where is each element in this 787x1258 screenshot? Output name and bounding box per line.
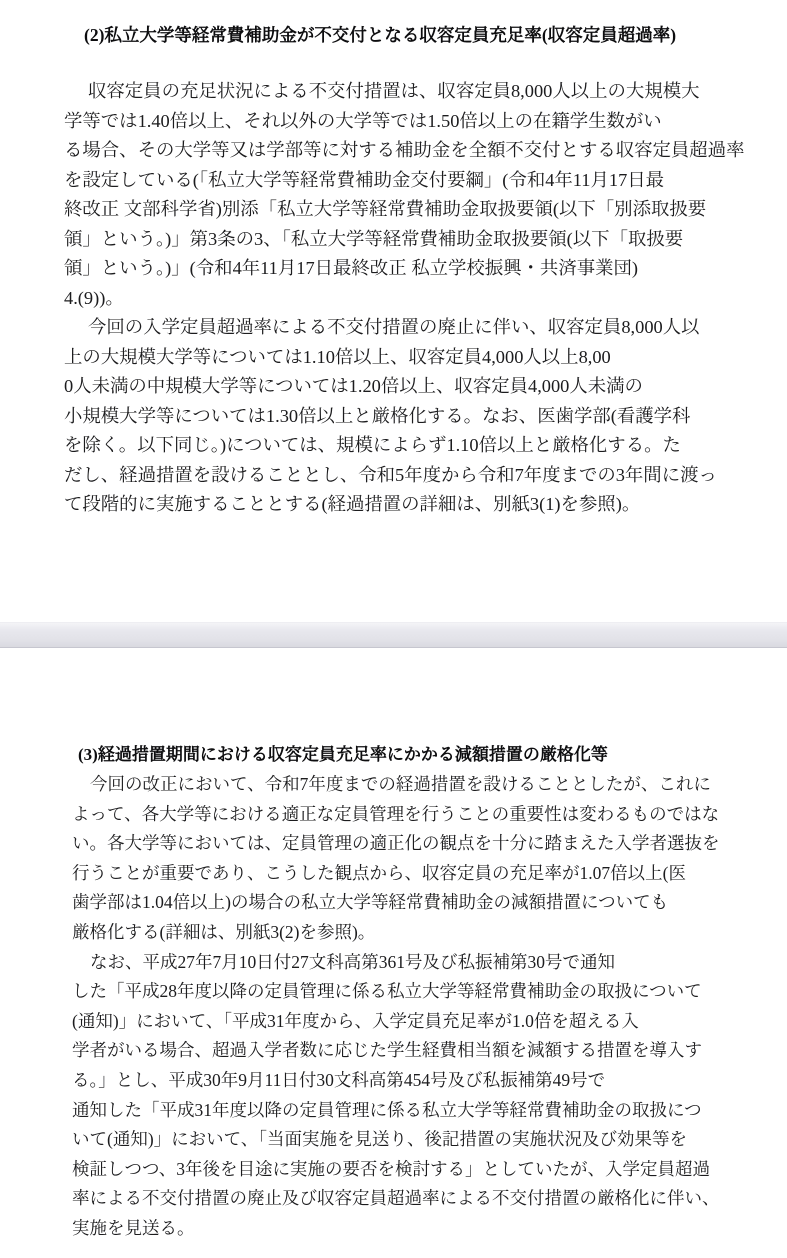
text-line: 収容定員の充足状況による不交付措置は、収容定員8,000人以上の大規模大: [88, 81, 700, 101]
text-line: 歯学部は1.04倍以上)の場合の私立大学等経常費補助金の減額措置についても: [72, 892, 669, 913]
text-line: い。各大学等においては、定員管理の適正化の観点を十分に踏まえた入学者選抜を: [72, 833, 720, 854]
text-line: 領」という。)」(令和4年11月17日最終改正 私立学校振興・共済事業団): [64, 258, 639, 278]
pdf-page-2: [0, 648, 787, 1258]
text-line: 厳格化する(詳細は、別紙3(2)を参照)。: [72, 921, 376, 942]
text-line: 今回の改正において、令和7年度までの経過措置を設けることとしたが、これに: [90, 774, 711, 794]
text-line: 上の大規模大学等については1.10倍以上、収容定員4,000人以上8,00: [64, 346, 611, 367]
text-line: 小規模大学等については1.30倍以上と厳格化する。なお、医歯学部(看護学科: [64, 405, 691, 426]
paragraphs: [64, 77, 787, 520]
text-line: 行うことが重要であり、こうした観点から、収容定員の充足率が1.07倍以上(医: [72, 862, 686, 883]
text-line: だし、経過措置を設けることとし、令和5年度から令和7年度までの3年間に渡っ: [64, 464, 717, 485]
page-gap-separator: [0, 622, 787, 648]
pdf-page-1: [0, 0, 787, 622]
section-heading-2: (2)私立大学等経常費補助金が不交付となる収容定員充足率(収容定員超過率): [84, 25, 677, 45]
page-1-content: [0, 0, 787, 520]
text-line: る場合、その大学等又は学部等に対する補助金を全額不交付とする収容定員超過率: [64, 140, 745, 160]
text-line: 検証しつつ、3年後を目途に実施の要否を検討する」としていたが、入学定員超過: [72, 1158, 711, 1179]
text-line: した「平成28年度以降の定員管理に係る私立大学等経常費補助金の取扱について: [72, 981, 702, 1002]
text-line: 終改正 文部科学省)別添「私立大学等経常費補助金取扱要領(以下「別添取扱要: [64, 199, 707, 219]
text-line: 領」という。)」第3条の3、「私立大学等経常費補助金取扱要領(以下「取扱要: [64, 228, 684, 249]
text-line: (通知)」において、「平成31年度から、入学定員充足率が1.0倍を超える入: [72, 1010, 639, 1031]
text-line: を除く。以下同じ。)については、規模によらず1.10倍以上と厳格化する。た: [64, 435, 681, 455]
text-line: 学者がいる場合、超過入学者数に応じた学生経費相当額を減額する措置を導入す: [72, 1040, 702, 1061]
text-line: 4.(9))。: [64, 287, 124, 308]
text-line: 0人未満の中規模大学等については1.20倍以上、収容定員4,000人未満の: [64, 376, 643, 396]
text-line: いて(通知)」において、「当面実施を見送り、後記措置の実施状況及び効果等を: [72, 1129, 688, 1150]
text-line: なお、平成27年7月10日付27文科高第361号及び私振補第30号で通知: [90, 951, 615, 972]
paragraph: [64, 77, 787, 313]
text-line: を設定している(「私立大学等経常費補助金交付要綱」(令和4年11月17日最: [64, 169, 665, 190]
text-line: 率による不交付措置の廃止及び収容定員超過率による不交付措置の厳格化に伴い、: [72, 1188, 720, 1209]
paragraph: [72, 948, 787, 1244]
paragraph: [72, 770, 787, 948]
paragraphs: [72, 770, 787, 1244]
text-line: 今回の入学定員超過率による不交付措置の廃止に伴い、収容定員8,000人以: [88, 317, 700, 337]
text-line: る。」とし、平成30年9月11日付30文科高第454号及び私振補第49号で: [72, 1069, 606, 1090]
text-line: 学等では1.40倍以上、それ以外の大学等では1.50倍以上の在籍学生数がい: [64, 110, 662, 131]
paragraph: [64, 313, 787, 520]
text-line: 通知した「平成31年度以降の定員管理に係る私立大学等経常費補助金の取扱につ: [72, 1099, 702, 1120]
text-line: 実施を見送る。: [72, 1217, 195, 1238]
text-line: よって、各大学等における適正な定員管理を行うことの重要性は変わるものではな: [72, 803, 720, 824]
text-line: て段階的に実施することとする(経過措置の詳細は、別紙3(1)を参照)。: [64, 494, 641, 514]
section-heading-3: (3)経過措置期間における収容定員充足率にかかる減額措置の厳格化等: [78, 745, 608, 764]
page-2-content: [0, 648, 787, 1244]
